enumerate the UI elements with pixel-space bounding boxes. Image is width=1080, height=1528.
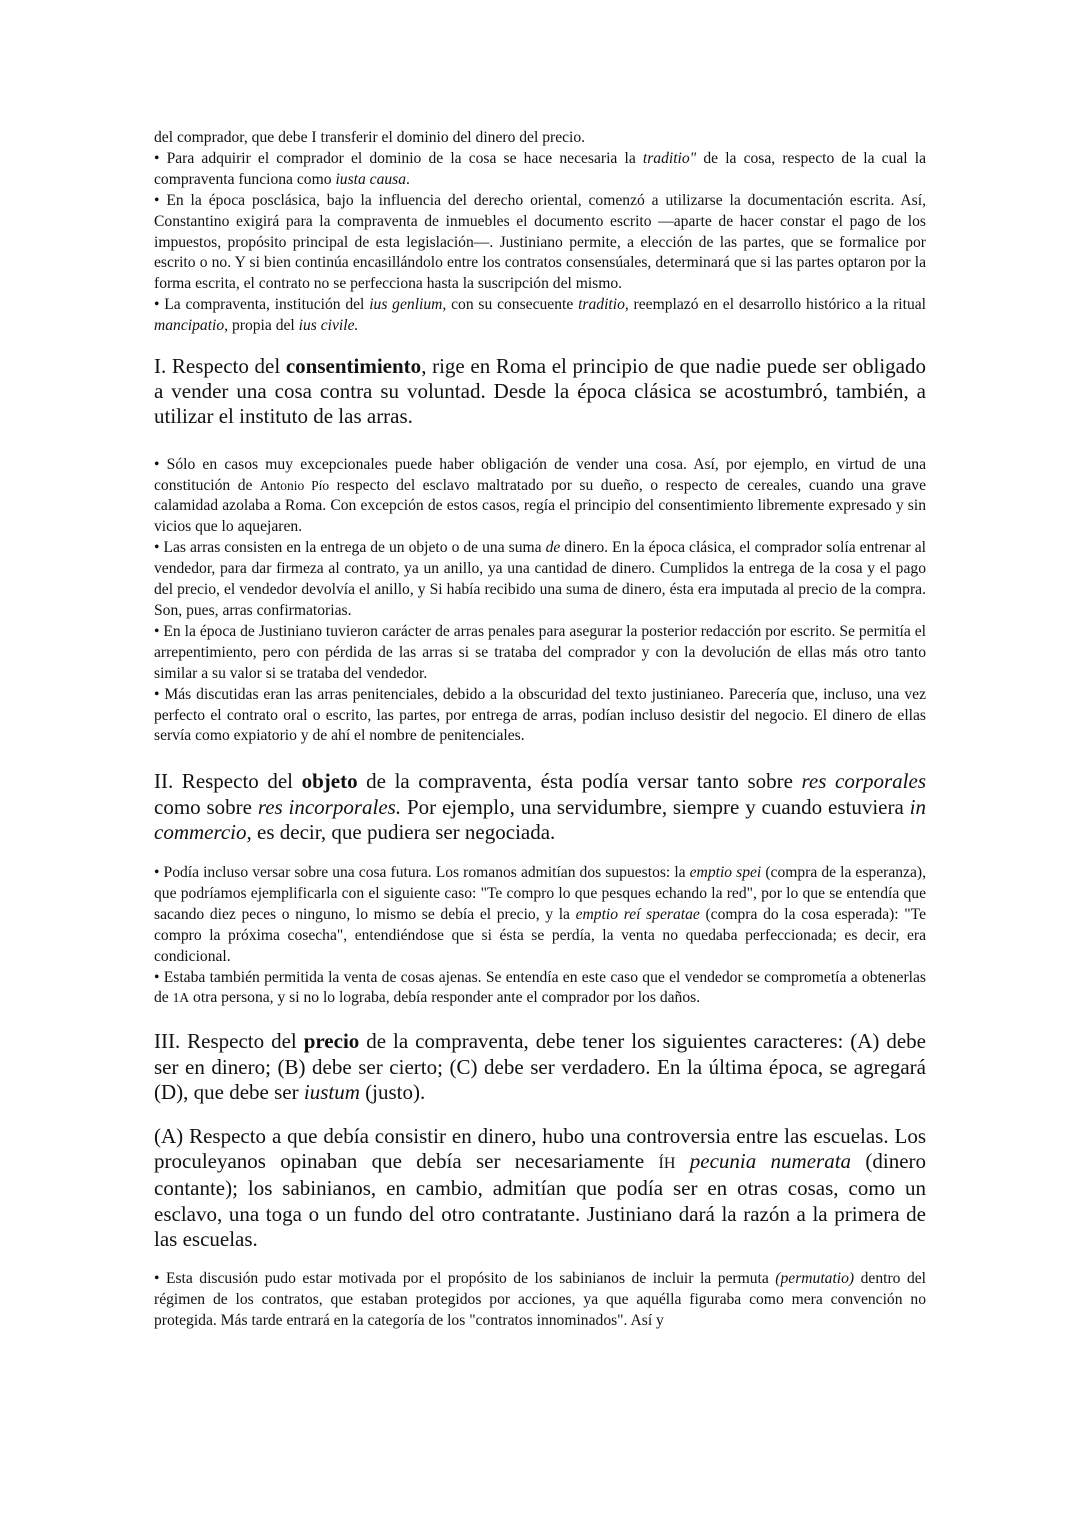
intro-paragraph-0: del comprador, que debe I transferir el dominio del dinero del precio. [154,129,586,146]
precio-bullet-permuta: • Esta discusión pudo estar motivada por el propósito de los sabinianos de incluir la permuta (permutatio) dentro del régimen de los contratos, que estaban protegidos por acciones, ya que aquélla figuraba como mera convención no protegida. Más tarde entrará en la categoría de los "contratos innominados". Así y [154,1269,926,1329]
section-precio-heading: III. Respecto del precio de la compraventa, debe tener los siguientes caracteres: (A) debe ser en dinero; (B) debe ser cierto; (C) debe ser verdadero. En la última época, se agregará (D), que debe ser iustum (justo). [154,1029,926,1104]
section-consentimiento-heading: I. Respecto del consentimiento, rige en Roma el principio de que nadie puede ser obligado a vender una cosa contra su voluntad. Desde la época clásica se acostumbró, también, a utilizar el instituto de las arras. [154,354,927,429]
consentimiento-bullet-arras: • Las arras consisten en la entrega de un objeto o de una suma de dinero. En la época clásica, el comprador solía entrenar al vendedor, para dar firmeza al contrato, ya un anillo, ya una cantidad de dinero. Cumplidos la entrega de la cosa y el pago del precio, el vendedor devolvía el anillo, y Si había recibido una suma de dinero, ésta era imputada al precio de la compra. Son, pues, arras confirmatorias. [154,539,926,620]
intro-bullet-traditio: • Para adquirir el comprador el dominio de la cosa se hace necesaria la traditio" de la cosa, respecto de la cual la compraventa funciona como iusta causa. [154,149,926,188]
consentimiento-bullet-arras-penales: • En la época de Justiniano tuvieron carácter de arras penales para asegurar la posterior redacción por escrito. Se permitía el arrepentimiento, pero con pérdida de las arras si se trataba del comprador y con la devolución de ellas más otro tanto similar a su valor si se trataba del vendedor. [154,622,926,682]
section-objeto-heading: II. Respecto del objeto de la compraventa, ésta podía versar tanto sobre res corporales como sobre res incorporales. Por ejemplo, una servidumbre, siempre y cuando estuviera in commercio, es decir, que pudiera ser negociada. [154,769,926,844]
intro-bullet-ius-gentium: • La compraventa, institución del ius genlium, con su consecuente traditio, reemplazó en el desarrollo histórico a la ritual mancipatio, propia del ius civile. [154,296,927,335]
objeto-bullet-cosas-ajenas: • Estaba también permitida la venta de cosas ajenas. Se entendía en este caso que el vendedor se comprometía a obtenerlas de 1A otra persona, y si no lo lograba, debía responder ante el comprador por los daños. [154,968,926,1007]
intro-bullet-posclasica: • En la época posclásica, bajo la influencia del derecho oriental, comenzó a utilizarse la documentación escrita. Así, Constantino exigirá para la compraventa de inmuebles el documento escrito —aparte de hacer constar el pago de los impuestos, propósito principal de esta legislación—. Justiniano permite, a elección de las partes, que se formalice por escrito o no. Y si bien continúa encasillándolo entre los contratos consensúales, determinará que si las partes optaron por la forma escrita, el contrato no se perfecciona hasta la suscripción del mismo. [154,191,926,293]
objeto-bullet-cosa-futura: • Podía incluso versar sobre una cosa futura. Los romanos admitían dos supuestos: la emptio spei (compra de la esperanza), que podríamos ejemplificarla con el siguiente caso: "Te compro lo que pesques echando la red", por lo que se entendía que sacando diez peces o ninguno, lo mismo se debía el precio, y la emptio reí speratae (compra do la cosa esperada): "Te compro la próxima cosecha", entendiéndose que si ésta se perdía, la venta no quedaba perfeccionada; es decir, era condicional. [154,863,927,965]
document-page [154,128,926,1332]
consentimiento-bullet-arras-penitenciales: • Más discutidas eran las arras penitenciales, debido a la obscuridad del texto justinianeo. Parecería que, incluso, una vez perfecto el contrato oral o escrito, las partes, por entrega de arras, podían incluso desistir del negocio. El dinero de ellas servía como expiatorio y de ahí el nombre de penitenciales. [154,685,926,745]
consentimiento-bullet-excepciones: • Sólo en casos muy excepcionales puede haber obligación de vender una cosa. Así, por ejemplo, en virtud de una constitución de Antonio Pío respecto del esclavo maltratado por su dueño, o respecto de cereales, cuando una grave calamidad azolaba a Roma. Con excepción de estos casos, regía el principio del consentimiento libremente expresado y sin vicios que lo aquejaren. [154,455,926,536]
precio-dinero-paragraph: (A) Respecto a que debía consistir en dinero, hubo una controversia entre las escuelas. Los proculeyanos opinaban que debía ser necesariamente ÍH pecunia numerata (dinero contante); los sabinianos, en cambio, admitían que podía ser en otras cosas, como un esclavo, una toga o un fundo del otro contratante. Justiniano dará la razón a la primera de las escuelas. [154,1123,927,1251]
